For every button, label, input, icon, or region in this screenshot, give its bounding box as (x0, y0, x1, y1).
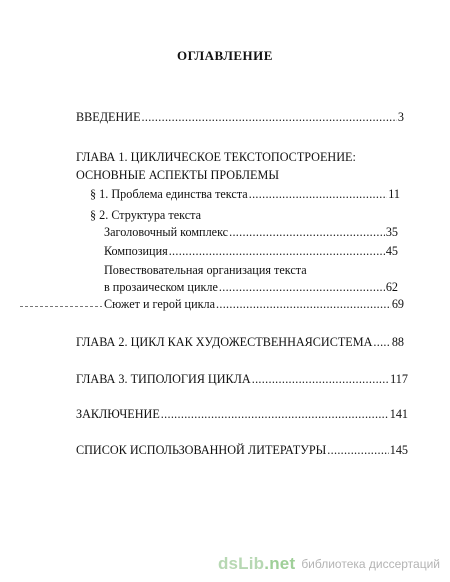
toc-entry-label: Сюжет и герой цикла (104, 297, 216, 311)
toc-entry-label: в прозаическом цикле (104, 280, 218, 294)
dot-leader (142, 110, 397, 125)
toc-entry-title-complex[interactable] (104, 225, 398, 240)
dot-leader (373, 335, 390, 350)
watermark-tagline: библиотека диссертаций (301, 557, 440, 571)
toc-entry-conclusion[interactable] (76, 407, 408, 422)
dot-leader (219, 280, 385, 295)
toc-entry-label: СПИСОК ИСПОЛЬЗОВАННОЙ ЛИТЕРАТУРЫ (76, 443, 327, 457)
watermark-logo-suffix: .net (264, 554, 296, 573)
dot-leader (216, 297, 391, 312)
dot-leader (327, 443, 388, 458)
toc-entry-page: 45 (385, 244, 398, 258)
watermark-logo-main: dsLib (217, 554, 265, 573)
toc-entry-page: 3 (397, 110, 404, 124)
toc-entry-label: Композиция (104, 244, 168, 258)
scan-artifact-line (20, 306, 102, 307)
dot-leader (161, 407, 389, 422)
toc-narrative-heading: Повествовательная организация текста (104, 263, 307, 277)
dot-leader (169, 244, 385, 259)
toc-entry-page: 62 (385, 280, 398, 294)
toc-entry-page: 141 (389, 407, 408, 421)
dot-leader (229, 225, 385, 240)
toc-chapter-1-heading: ГЛАВА 1. ЦИКЛИЧЕСКОЕ ТЕКСТОПОСТРОЕНИЕ: (76, 150, 356, 164)
toc-entry-page: 11 (388, 187, 400, 201)
toc-chapter-1-heading-cont: ОСНОВНЫЕ АСПЕКТЫ ПРОБЛЕМЫ (76, 168, 279, 182)
toc-entry-label: ГЛАВА 3. ТИПОЛОГИЯ ЦИКЛА (76, 372, 251, 386)
toc-entry-page: 35 (385, 225, 398, 239)
toc-entry-label: Заголовочный комплекс (104, 225, 229, 239)
toc-entry-label: ГЛАВА 2. ЦИКЛ КАК ХУДОЖЕСТВЕННАЯСИСТЕМА (76, 335, 373, 349)
toc-entry-section-1[interactable] (90, 187, 400, 202)
toc-entry-label: ВВЕДЕНИЕ (76, 110, 141, 124)
page-title: ОГЛАВЛЕНИЕ (177, 48, 273, 63)
dot-leader (252, 372, 389, 387)
toc-entry-label: § 1. Проблема единства текста (90, 187, 248, 201)
dot-leader (249, 187, 388, 202)
toc-entry-plot-hero[interactable] (104, 297, 404, 312)
toc-entry-bibliography[interactable] (76, 443, 408, 458)
toc-entry-chapter-3[interactable] (76, 372, 408, 387)
toc-entry-introduction[interactable] (76, 110, 404, 125)
toc-entry-prose-cycle[interactable] (104, 280, 398, 295)
toc-entry-page: 88 (391, 335, 404, 349)
site-watermark (218, 554, 440, 574)
toc-entry-page: 145 (389, 443, 408, 457)
watermark-logo (218, 554, 295, 574)
toc-entry-page: 117 (390, 372, 408, 386)
toc-entry-composition[interactable] (104, 244, 398, 259)
toc-entry-chapter-2[interactable] (76, 335, 404, 350)
toc-entry-page: 69 (391, 297, 404, 311)
toc-entry-label: ЗАКЛЮЧЕНИЕ (76, 407, 160, 421)
toc-section-2-heading: § 2. Структура текста (90, 208, 202, 222)
